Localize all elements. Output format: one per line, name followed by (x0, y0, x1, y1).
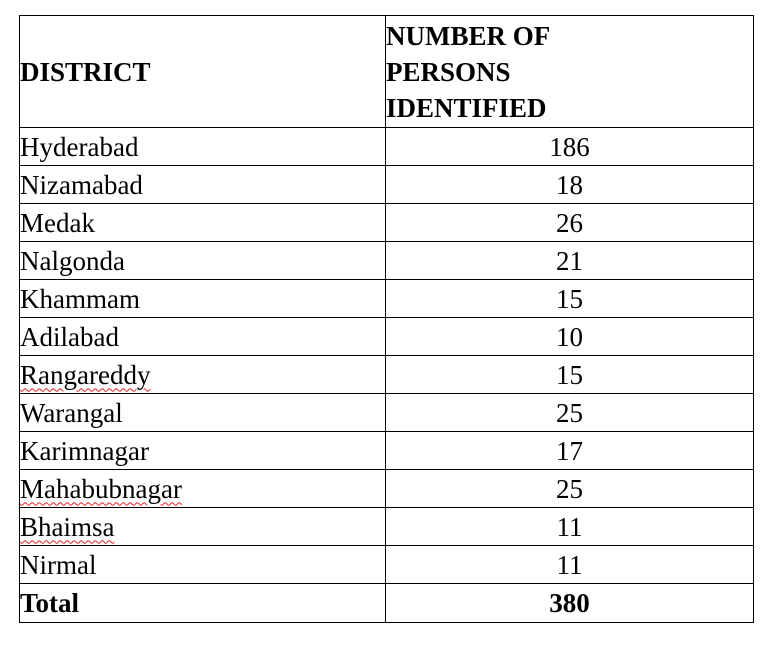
count-cell: 186 (386, 128, 754, 166)
district-name: Karimnagar (20, 435, 149, 466)
district-cell (20, 166, 386, 204)
district-cell (20, 128, 386, 166)
count-header-line-1: NUMBER OF (386, 20, 551, 51)
district-cell (20, 280, 386, 318)
district-name: Nizamabad (20, 169, 143, 200)
district-name: Nalgonda (20, 245, 125, 276)
count-cell: 25 (386, 394, 754, 432)
district-cell (20, 204, 386, 242)
district-name: Medak (20, 207, 95, 238)
table-row (20, 546, 754, 584)
district-cell (20, 546, 386, 584)
total-row (20, 584, 754, 623)
table-row (20, 128, 754, 166)
table-row (20, 280, 754, 318)
table-row (20, 394, 754, 432)
count-cell: 18 (386, 166, 754, 204)
district-name: Nirmal (20, 549, 97, 580)
total-label: Total (20, 584, 386, 623)
district-persons-table (19, 15, 754, 623)
count-column-header (386, 16, 754, 128)
count-cell: 15 (386, 280, 754, 318)
district-name: Adilabad (20, 321, 119, 352)
district-cell (20, 432, 386, 470)
table-row (20, 470, 754, 508)
district-name: Hyderabad (20, 131, 139, 162)
district-cell (20, 394, 386, 432)
table-row (20, 242, 754, 280)
district-name: Rangareddy (20, 359, 151, 390)
table-row (20, 318, 754, 356)
count-cell: 11 (386, 546, 754, 584)
count-cell: 17 (386, 432, 754, 470)
total-value: 380 (386, 584, 754, 623)
count-cell: 11 (386, 508, 754, 546)
district-cell (20, 508, 386, 546)
district-column-header (20, 16, 386, 128)
district-header-label: DISTRICT (20, 56, 151, 87)
count-cell: 26 (386, 204, 754, 242)
header-row (20, 16, 754, 128)
district-name: Mahabubnagar (20, 473, 182, 504)
table-row (20, 166, 754, 204)
table-row (20, 508, 754, 546)
table-row (20, 204, 754, 242)
table-row (20, 432, 754, 470)
district-name: Bhaimsa (20, 511, 115, 542)
count-header-line-2: PERSONS (386, 56, 511, 87)
district-cell (20, 318, 386, 356)
district-name: Warangal (20, 397, 123, 428)
count-header-line-3: IDENTIFIED (386, 92, 547, 123)
district-cell (20, 356, 386, 394)
district-cell (20, 242, 386, 280)
table-row (20, 356, 754, 394)
count-cell: 10 (386, 318, 754, 356)
district-name: Khammam (20, 283, 140, 314)
district-cell (20, 470, 386, 508)
count-cell: 15 (386, 356, 754, 394)
count-cell: 25 (386, 470, 754, 508)
count-cell: 21 (386, 242, 754, 280)
